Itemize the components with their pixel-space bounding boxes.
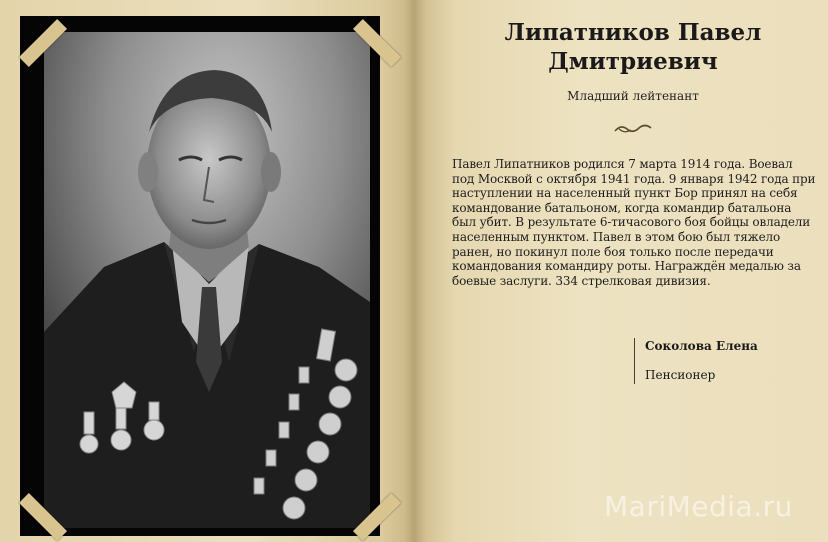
hero-biography: Павел Липатников родился 7 марта 1914 года. Воевал под Москвой с октября 1941 года. 9 января 1942 года при наступлении на населенный пункт Бор принял на себя командование батальоном, когда командир батальона был убит. В результате 6-тичасового боя бойцы овладели населенным пунктом. Павел в этом бою был тяжело ранен, но покинул поле боя только после передачи командования командиру роты. Награждён медалью за боевые заслуги. 334 стрелковая дивизия. xyxy=(452,157,816,288)
portrait-photo xyxy=(44,32,370,528)
author-block xyxy=(634,338,804,384)
hero-name: Липатников Павел Дмитриевич xyxy=(504,19,762,75)
photo-frame xyxy=(20,16,380,536)
watermark: MariMedia.ru xyxy=(604,490,793,523)
flourish-ornament-icon xyxy=(613,122,653,136)
author-name: Соколова Елена xyxy=(645,339,758,353)
book-spine xyxy=(404,0,426,542)
author-role: Пенсионер xyxy=(645,368,716,382)
hero-rank: Младший лейтенант xyxy=(567,89,699,103)
